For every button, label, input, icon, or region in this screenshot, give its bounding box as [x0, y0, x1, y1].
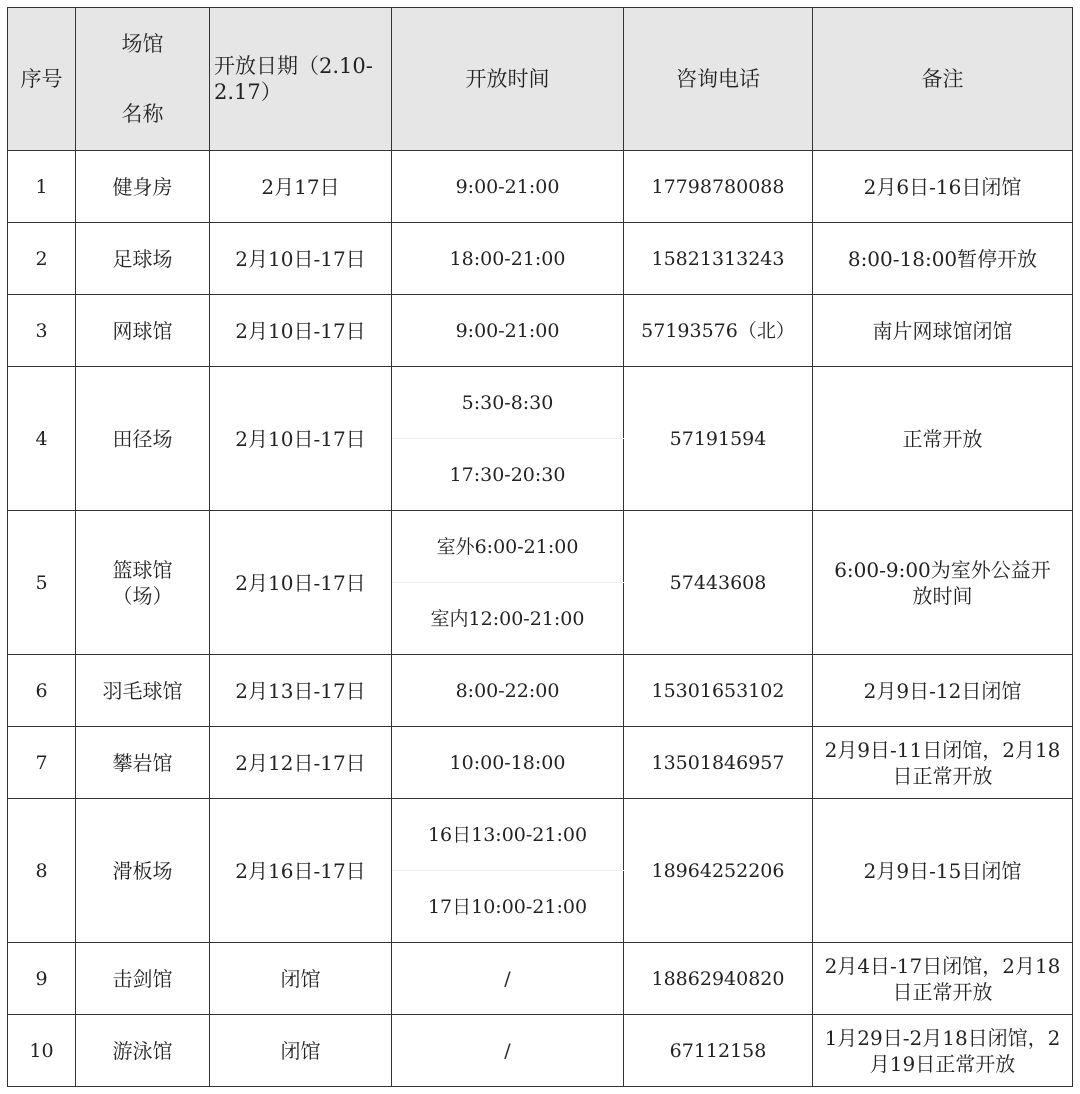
cell-index: 6	[8, 655, 76, 727]
table-row	[8, 151, 1073, 223]
cell-open-hours: /	[392, 943, 624, 1015]
cell-note: 8:00-18:00暂停开放	[813, 223, 1073, 295]
cell-open-hours: /	[392, 1015, 624, 1087]
cell-open-hours: 5:30-8:30	[392, 367, 624, 439]
cell-open-dates: 闭馆	[210, 943, 392, 1015]
cell-phone: 13501846957	[624, 727, 813, 799]
table-header-row	[8, 8, 1073, 151]
cell-open-hours: 8:00-22:00	[392, 655, 624, 727]
cell-note: 2月9日-11日闭馆，2月18日正常开放	[813, 727, 1073, 799]
cell-phone: 18964252206	[624, 799, 813, 943]
header-notes: 备注	[813, 8, 1073, 151]
cell-venue: 攀岩馆	[76, 727, 210, 799]
cell-open-dates: 2月10日-17日	[210, 223, 392, 295]
cell-open-hours: 9:00-21:00	[392, 295, 624, 367]
cell-open-hours: 10:00-18:00	[392, 727, 624, 799]
cell-index: 10	[8, 1015, 76, 1087]
cell-venue: 滑板场	[76, 799, 210, 943]
header-open-dates: 开放日期（2.10-2.17）	[210, 8, 392, 151]
cell-note: 1月29日-2月18日闭馆，2月19日正常开放	[813, 1015, 1073, 1087]
cell-phone: 15821313243	[624, 223, 813, 295]
cell-open-dates: 2月12日-17日	[210, 727, 392, 799]
cell-note: 2月6日-16日闭馆	[813, 151, 1073, 223]
cell-venue: 击剑馆	[76, 943, 210, 1015]
cell-open-dates: 2月17日	[210, 151, 392, 223]
table-row	[8, 511, 1073, 583]
cell-open-hours: 17:30-20:30	[392, 439, 624, 511]
cell-venue: 田径场	[76, 367, 210, 511]
cell-phone: 57193576（北）	[624, 295, 813, 367]
cell-open-hours: 室外6:00-21:00	[392, 511, 624, 583]
cell-index: 5	[8, 511, 76, 655]
cell-open-hours: 9:00-21:00	[392, 151, 624, 223]
cell-venue: 羽毛球馆	[76, 655, 210, 727]
cell-venue: 篮球馆（场）	[76, 511, 210, 655]
cell-open-hours: 17日10:00-21:00	[392, 871, 624, 943]
table-row	[8, 1015, 1073, 1087]
cell-phone: 57191594	[624, 367, 813, 511]
table-row	[8, 799, 1073, 871]
cell-open-hours: 18:00-21:00	[392, 223, 624, 295]
venue-schedule-table	[7, 7, 1073, 1087]
cell-venue: 健身房	[76, 151, 210, 223]
cell-note: 正常开放	[813, 367, 1073, 511]
header-phone: 咨询电话	[624, 8, 813, 151]
header-venue-line2: 名称	[121, 102, 164, 126]
cell-open-dates: 2月16日-17日	[210, 799, 392, 943]
cell-index: 2	[8, 223, 76, 295]
header-venue-line1: 场馆	[121, 32, 164, 56]
cell-open-hours: 室内12:00-21:00	[392, 583, 624, 655]
cell-venue: 游泳馆	[76, 1015, 210, 1087]
cell-index: 8	[8, 799, 76, 943]
cell-open-dates: 2月13日-17日	[210, 655, 392, 727]
cell-phone: 15301653102	[624, 655, 813, 727]
cell-index: 9	[8, 943, 76, 1015]
cell-note: 南片网球馆闭馆	[813, 295, 1073, 367]
header-index: 序号	[8, 8, 76, 151]
cell-phone: 67112158	[624, 1015, 813, 1087]
cell-note: 2月9日-15日闭馆	[813, 799, 1073, 943]
table-row	[8, 223, 1073, 295]
cell-index: 3	[8, 295, 76, 367]
cell-phone: 57443608	[624, 511, 813, 655]
cell-note: 6:00-9:00为室外公益开放时间	[813, 511, 1073, 655]
cell-note: 2月4日-17日闭馆，2月18日正常开放	[813, 943, 1073, 1015]
header-venue	[76, 8, 210, 151]
cell-open-dates: 2月10日-17日	[210, 511, 392, 655]
table-row	[8, 727, 1073, 799]
cell-index: 7	[8, 727, 76, 799]
table-row	[8, 943, 1073, 1015]
cell-note: 2月9日-12日闭馆	[813, 655, 1073, 727]
cell-venue: 足球场	[76, 223, 210, 295]
cell-venue: 网球馆	[76, 295, 210, 367]
cell-open-dates: 闭馆	[210, 1015, 392, 1087]
cell-open-dates: 2月10日-17日	[210, 295, 392, 367]
cell-phone: 17798780088	[624, 151, 813, 223]
table-row	[8, 295, 1073, 367]
cell-phone: 18862940820	[624, 943, 813, 1015]
cell-index: 1	[8, 151, 76, 223]
table-row	[8, 655, 1073, 727]
cell-open-dates: 2月10日-17日	[210, 367, 392, 511]
cell-index: 4	[8, 367, 76, 511]
header-open-hours: 开放时间	[392, 8, 624, 151]
table-row	[8, 367, 1073, 439]
cell-open-hours: 16日13:00-21:00	[392, 799, 624, 871]
